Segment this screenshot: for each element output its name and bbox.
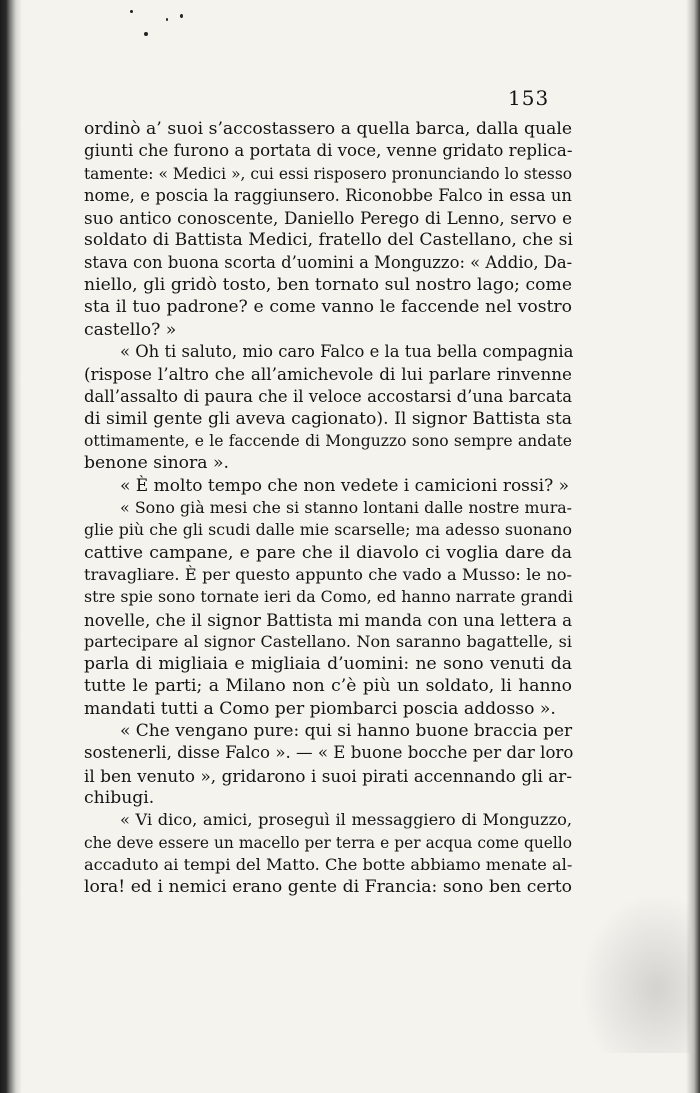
text-line: sostenerli, disse Falco ». — « E buone bocche per dar loro (84, 743, 574, 763)
text-line: « Sono già mesi che si stanno lontani dalle nostre mura- (120, 498, 572, 518)
ink-speck (144, 32, 148, 36)
text-line: parla di migliaia e migliaia d’uomini: ne sono venuti da (84, 654, 572, 675)
text-line: tutte le parti; a Milano non c’è più un soldato, li hanno (84, 676, 572, 697)
body-text (84, 118, 572, 898)
text-line: « È molto tempo che non vedete i camicioni rossi? » (120, 475, 569, 496)
text-line: il ben venuto », gridarono i suoi pirati accennando gli ar- (84, 765, 572, 786)
text-line: che deve essere un macello per terra e per acqua come quello (84, 833, 572, 852)
text-line: novelle, che il signor Battista mi manda con una lettera a (84, 609, 573, 630)
text-line: nome, e poscia la raggiunsero. Riconobbe Falco in essa un (84, 185, 572, 205)
ink-speck (130, 10, 133, 13)
text-line: accaduto ai tempi del Matto. Che botte abbiamo menate al- (84, 854, 573, 874)
page-number: 153 (508, 86, 550, 110)
text-line: chibugi. (84, 787, 155, 808)
text-line: lora! ed i nemici erano gente di Francia: sono ben certo (84, 877, 572, 898)
text-line: soldato di Battista Medici, fratello del Castellano, che si (84, 230, 573, 251)
text-line: (rispose l’altro che all’amichevole di lui parlare rinvenne (84, 364, 572, 385)
text-line: stava con buona scorta d’uomini a Monguzzo: « Addio, Da- (84, 252, 573, 272)
text-line: glie più che gli scudi dalle mie scarselle; ma adesso suonano (84, 520, 572, 540)
text-line: ordinò a’ suoi s’accostassero a quella barca, dalla quale (84, 119, 572, 139)
text-line: mandati tutti a Como per piombarci poscia addosso ». (84, 698, 556, 719)
ink-speck (166, 18, 168, 21)
text-line: « Vi dico, amici, proseguì il messaggiero di Monguzzo, (120, 810, 572, 830)
text-line: stre spie sono tornate ieri da Como, ed hanno narrate grandi (84, 587, 573, 607)
text-line: giunti che furono a portata di voce, venne gridato replica- (84, 141, 573, 161)
text-line: partecipare al signor Castellano. Non saranno bagattelle, si (84, 631, 572, 651)
text-line: « Che vengano pure: qui si hanno buone braccia per (120, 721, 573, 742)
text-line: sta il tuo padrone? e come vanno le faccende nel vostro (84, 297, 572, 318)
text-line: niello, gli gridò tosto, ben tornato sul nostro lago; come (84, 275, 572, 296)
text-line: suo antico conoscente, Daniello Perego di Lenno, servo e (84, 208, 572, 229)
text-line: dall’assalto di paura che il veloce accostarsi d’una barcata (84, 386, 572, 406)
text-line: « Oh ti saluto, mio caro Falco e la tua bella compagnia (120, 341, 574, 361)
text-line: benone sinora ». (84, 453, 229, 474)
text-line: ottimamente, e le faccende di Monguzzo sono sempre andate (84, 432, 572, 451)
text-line: cattive campane, e pare che il diavolo ci voglia dare da (84, 542, 572, 563)
text-line: castello? » (84, 319, 177, 340)
text-line: travagliare. È per questo appunto che vado a Musso: le no- (84, 564, 572, 584)
page-binding-shadow (0, 0, 22, 1093)
text-line: di simil gente gli aveva cagionato). Il signor Battista sta (84, 408, 572, 429)
ink-speck (180, 14, 183, 18)
text-line: tamente: « Medici », cui essi risposero pronunciando lo stesso (84, 164, 572, 183)
paper-stain (580, 893, 690, 1053)
